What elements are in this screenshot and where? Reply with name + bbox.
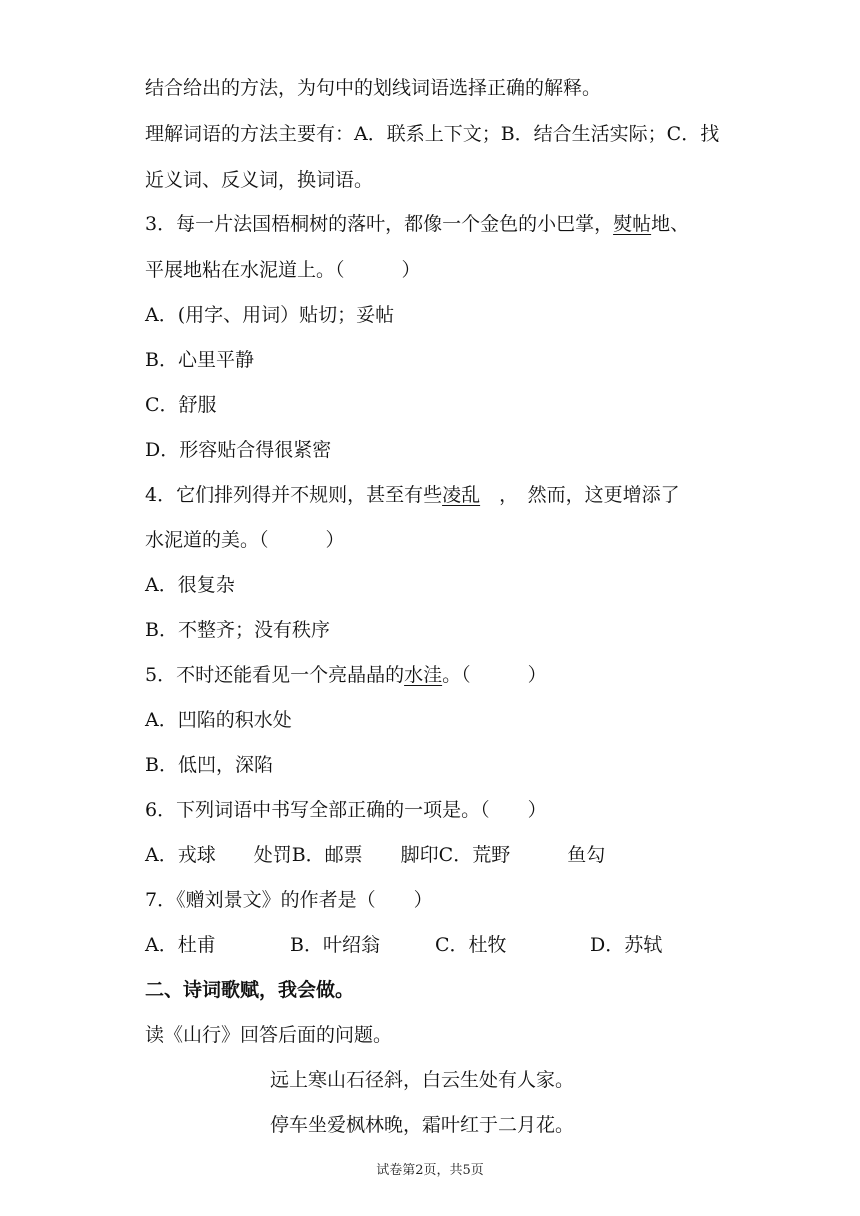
page-footer: 试卷第2页，共5页 bbox=[376, 1163, 484, 1178]
instruction-line-2: 理解词语的方法主要有：A．联系上下文；B．结合生活实际；C．找 bbox=[145, 123, 720, 145]
section-2-prompt: 读《山行》回答后面的问题。 bbox=[145, 1024, 393, 1046]
poem-line-2: 停车坐爱枫林晚，霜叶红于二月花。 bbox=[270, 1114, 575, 1136]
question-3-stem-cont: 平展地粘在水泥道上。（ ） bbox=[145, 259, 421, 281]
question-5-option-b: B．低凹，深陷 bbox=[145, 754, 273, 776]
question-6-options: A．戎球 处罚B．邮票 脚印C．荒野 鱼勾 bbox=[145, 844, 606, 866]
question-5-text-pre: 5．不时还能看见一个亮晶晶的 bbox=[145, 664, 405, 686]
poem-line-1: 远上寒山石径斜，白云生处有人家。 bbox=[270, 1069, 575, 1091]
question-3-option-c: C．舒服 bbox=[145, 394, 217, 416]
question-3-stem bbox=[145, 212, 689, 236]
question-3-text-pre: 3．每一片法国梧桐树的落叶，都像一个金色的小巴掌， bbox=[145, 213, 614, 235]
question-3-option-d: D．形容贴合得很紧密 bbox=[145, 439, 332, 461]
question-4-stem-cont: 水泥道的美。（ ） bbox=[145, 529, 345, 551]
question-7-stem: 7．《赠刘景文》的作者是（ ） bbox=[145, 889, 433, 911]
question-7-option-c: C．杜牧 bbox=[435, 934, 507, 956]
question-7-option-a: A．杜甫 bbox=[145, 934, 216, 956]
question-4-option-a: A．很复杂 bbox=[145, 574, 235, 596]
question-4-text-post: ， 然而，这更增添了 bbox=[480, 484, 680, 506]
question-7-options bbox=[145, 933, 662, 957]
question-3-option-a: A．(用字、用词）贴切；妥帖 bbox=[145, 304, 395, 326]
question-3-text-post: 地、 bbox=[651, 213, 690, 235]
question-4-option-b: B．不整齐；没有秩序 bbox=[145, 619, 330, 641]
question-5-option-a: A．凹陷的积水处 bbox=[145, 709, 292, 731]
instruction-line-3: 近义词、反义词，换词语。 bbox=[145, 169, 374, 191]
question-7-option-b: B．叶绍翁 bbox=[290, 934, 380, 956]
question-5-stem bbox=[145, 663, 547, 687]
question-4-underlined-word: 凌乱 bbox=[442, 484, 481, 506]
question-4-text-pre: 4．它们排列得并不规则，甚至有些 bbox=[145, 484, 443, 506]
question-3-option-b: B．心里平静 bbox=[145, 349, 254, 371]
instruction-line-1: 结合给出的方法，为句中的划线词语选择正确的解释。 bbox=[145, 77, 602, 99]
question-5-text-post: 。（ ） bbox=[442, 664, 547, 686]
question-3-underlined-word: 熨帖 bbox=[613, 213, 652, 235]
question-7-option-d: D．苏轼 bbox=[590, 934, 663, 956]
question-6-stem: 6．下列词语中书写全部正确的一项是。（ ） bbox=[145, 799, 547, 821]
question-5-underlined-word: 水洼 bbox=[404, 664, 443, 686]
question-4-stem bbox=[145, 483, 680, 507]
section-2-heading: 二、诗词歌赋，我会做。 bbox=[145, 979, 355, 1001]
